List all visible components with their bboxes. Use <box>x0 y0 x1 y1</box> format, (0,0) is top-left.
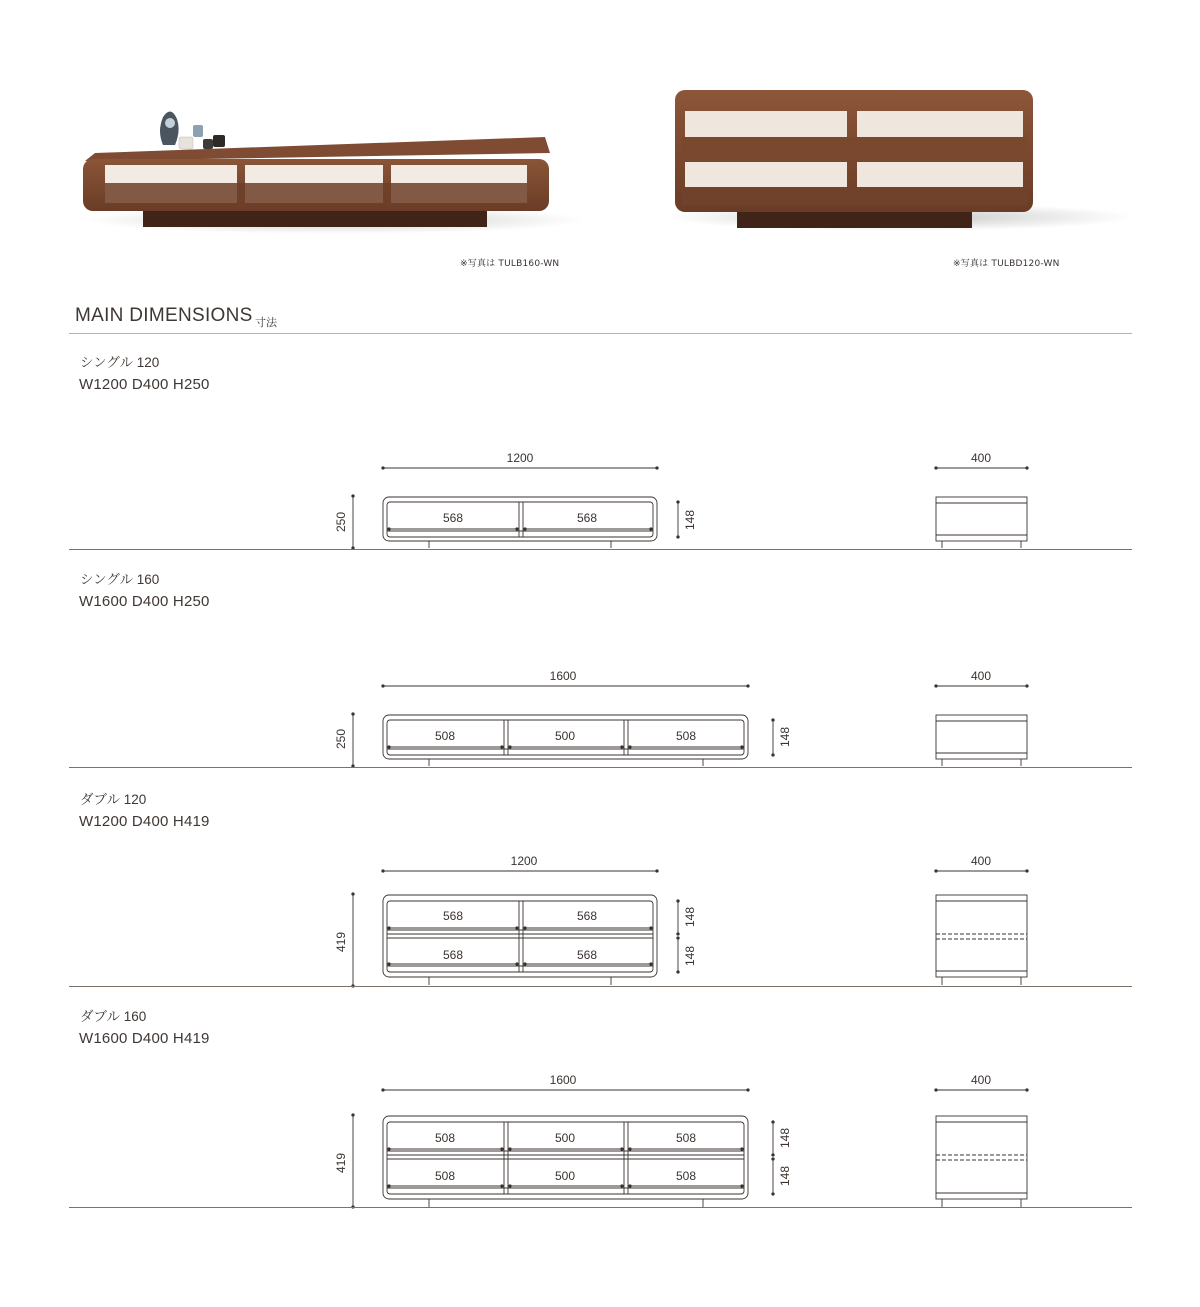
depth-dimension-label: 400 <box>970 1073 992 1087</box>
shelf-height-label: 148 <box>683 945 697 967</box>
photo-caption-2: ※写真は TULBD120-WN <box>953 259 1060 269</box>
front-elevation-drawing <box>330 445 710 555</box>
width-dimension-label: 1200 <box>506 451 534 465</box>
side-elevation-drawing <box>925 445 1040 555</box>
shelf-width-label: 568 <box>442 511 464 525</box>
section-subtitle: 寸法 <box>255 316 277 329</box>
section-divider <box>69 333 1132 334</box>
front-elevation-drawing <box>330 848 710 993</box>
width-dimension-label: 1200 <box>510 854 538 868</box>
side-elevation-drawing <box>925 663 1040 773</box>
shelf-width-label: 508 <box>434 1131 456 1145</box>
shelf-width-label: 568 <box>576 948 598 962</box>
shelf-width-label: 500 <box>554 1169 576 1183</box>
variant-name: ダブル 160 <box>80 1009 147 1024</box>
width-dimension-label: 1600 <box>549 669 577 683</box>
height-dimension-label: 250 <box>334 511 348 533</box>
shelf-height-label: 148 <box>778 1165 792 1187</box>
variant-name: ダブル 120 <box>80 792 147 807</box>
row-divider <box>69 986 1132 987</box>
shelf-height-label: 148 <box>683 509 697 531</box>
product-photo-tulbd120 <box>670 85 1135 235</box>
shelf-width-label: 568 <box>442 909 464 923</box>
variant-name: シングル 160 <box>80 572 160 587</box>
shelf-width-label: 508 <box>434 1169 456 1183</box>
shelf-height-label: 148 <box>778 726 792 748</box>
row-divider <box>69 767 1132 768</box>
variant-dimensions: W1600 D400 H250 <box>79 593 210 610</box>
shelf-width-label: 508 <box>675 1169 697 1183</box>
depth-dimension-label: 400 <box>970 854 992 868</box>
shelf-width-label: 568 <box>576 511 598 525</box>
variant-dimensions: W1200 D400 H250 <box>79 376 210 393</box>
row-divider <box>69 549 1132 550</box>
row-divider <box>69 1207 1132 1208</box>
height-dimension-label: 419 <box>334 1152 348 1174</box>
shelf-height-label: 148 <box>778 1127 792 1149</box>
shelf-width-label: 568 <box>442 948 464 962</box>
width-dimension-label: 1600 <box>549 1073 577 1087</box>
shelf-width-label: 508 <box>675 729 697 743</box>
photo-caption-1: ※写真は TULB160-WN <box>460 259 560 269</box>
height-dimension-label: 250 <box>334 728 348 750</box>
variant-dimensions: W1200 D400 H419 <box>79 813 210 830</box>
shelf-width-label: 508 <box>434 729 456 743</box>
variant-name: シングル 120 <box>80 355 160 370</box>
shelf-width-label: 508 <box>675 1131 697 1145</box>
shelf-width-label: 500 <box>554 729 576 743</box>
shelf-height-label: 148 <box>683 906 697 928</box>
section-title: MAIN DIMENSIONS <box>75 305 253 326</box>
depth-dimension-label: 400 <box>970 451 992 465</box>
front-elevation-drawing <box>330 1067 810 1212</box>
variant-dimensions: W1600 D400 H419 <box>79 1030 210 1047</box>
side-elevation-drawing <box>925 1067 1040 1212</box>
shelf-width-label: 500 <box>554 1131 576 1145</box>
shelf-width-label: 568 <box>576 909 598 923</box>
depth-dimension-label: 400 <box>970 669 992 683</box>
front-elevation-drawing <box>330 663 810 773</box>
side-elevation-drawing <box>925 848 1040 993</box>
height-dimension-label: 419 <box>334 931 348 953</box>
product-photo-tulb160 <box>75 95 585 240</box>
